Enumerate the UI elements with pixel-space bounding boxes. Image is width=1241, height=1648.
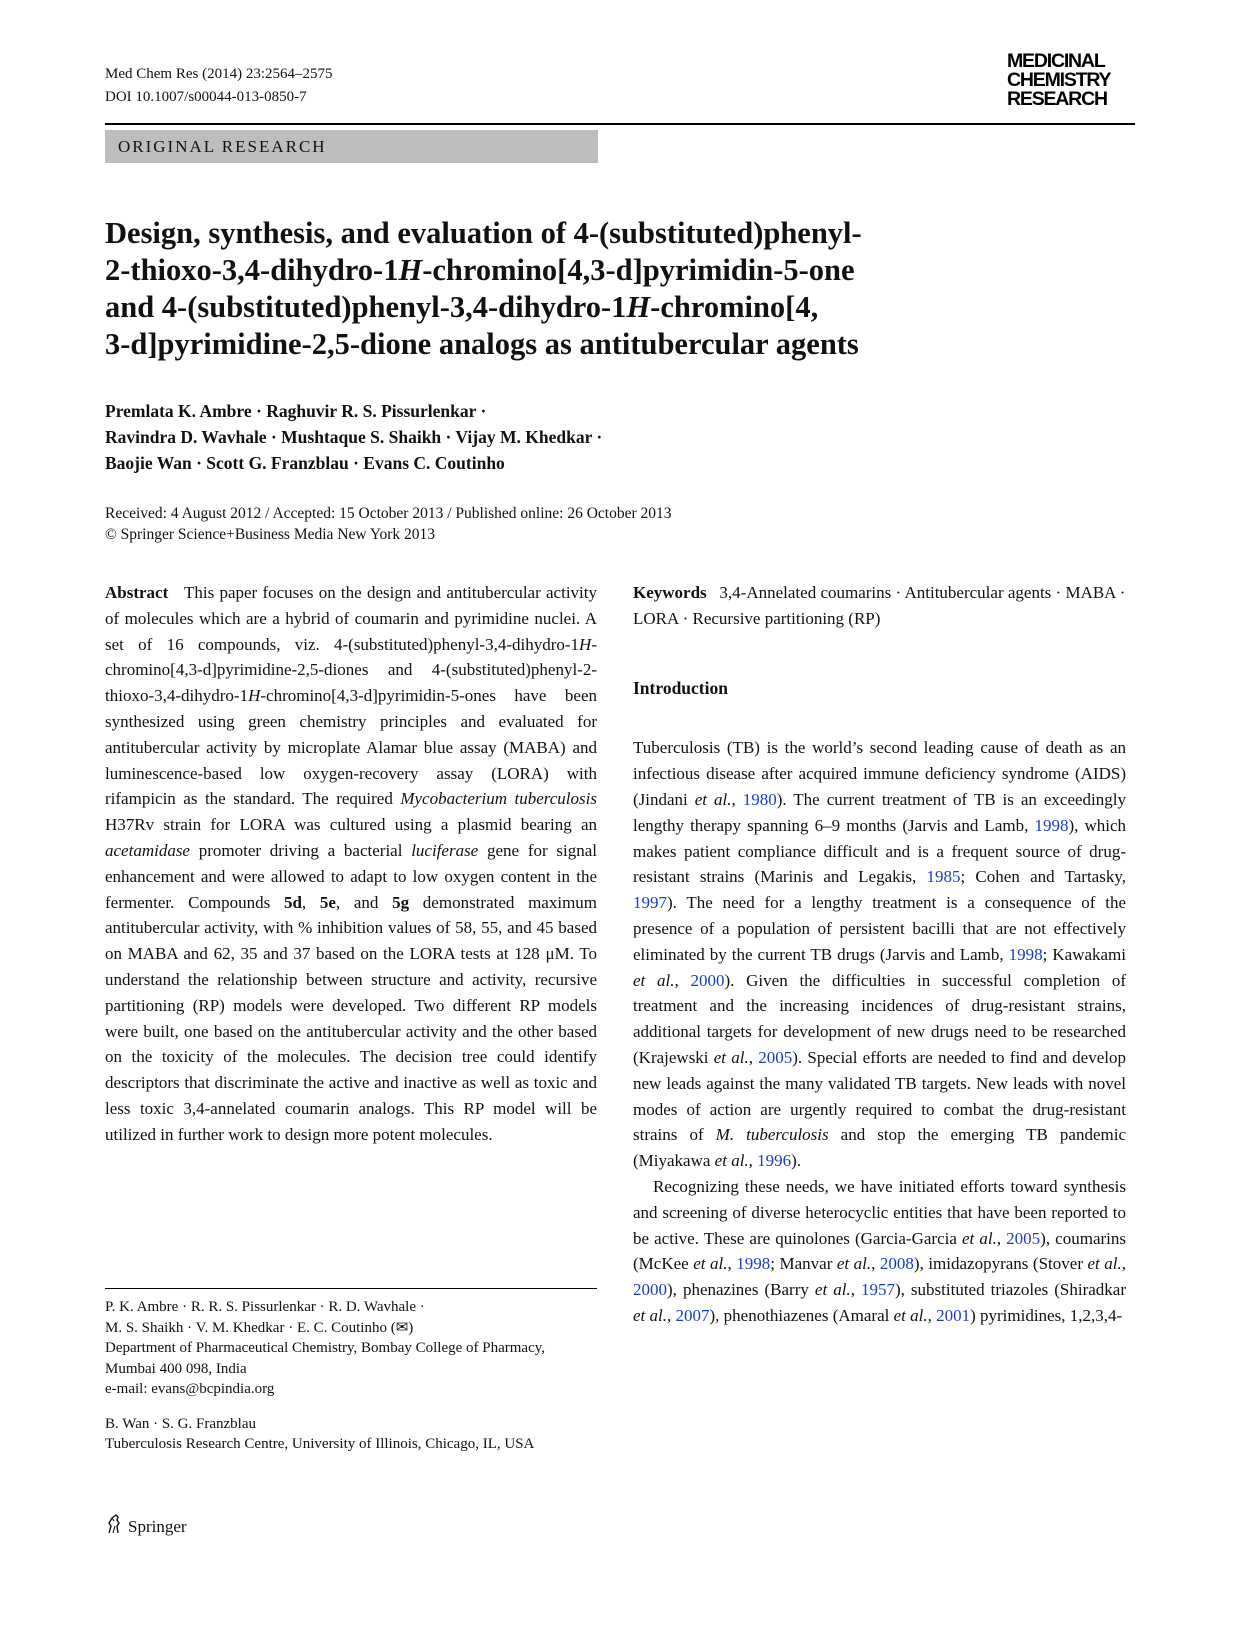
intro-text: ; Manvar [770, 1254, 837, 1274]
intro-text: , [674, 970, 691, 990]
intro-text: , [927, 1305, 937, 1325]
intro-text: and stop the emerging TB pandemic (Miyakawa [633, 1125, 1127, 1171]
intro-text: , [996, 1228, 1007, 1248]
intro-paragraph [633, 1174, 1126, 1329]
intro-text: ). The need for a lengthy treatment is a consequence of the presence of a population of persistent bacilli that are not effectively eliminated by the current TB drugs (Jarvis and Lamb, [633, 893, 1126, 964]
abstract-italic: luciferase [411, 840, 479, 860]
intro-text: ), substituted triazoles (Shiradkar [894, 1280, 1126, 1300]
citation-link[interactable]: 1997 [633, 893, 667, 913]
title-line: 3-d]pyrimidine-2,5-dione analogs as antitubercular agents [105, 327, 859, 361]
intro-italic: et al. [836, 1254, 872, 1274]
abstract-italic: Mycobacterium tuberculosis [400, 789, 597, 809]
compound-label: 5g [392, 892, 410, 912]
abstract-text: gene for signal enhancement and were allowed to adapt to low oxygen content in the fermenter. Compounds [105, 840, 597, 912]
intro-italic: et al. [714, 1151, 749, 1171]
publisher-name: Springer [128, 1517, 187, 1536]
keywords-text: 3,4-Annelated coumarins · Antitubercular agents · MABA · LORA · Recursive partitioning (RP) [633, 583, 1126, 628]
intro-italic: et al. [713, 1047, 749, 1067]
intro-text: , [748, 1047, 759, 1067]
citation-link[interactable]: 1998 [736, 1254, 771, 1274]
intro-text: , [727, 1254, 737, 1274]
intro-text: ). The current treatment of TB is an exceedingly lengthy therapy spanning 6–9 months (Jarvis and Lamb, [633, 789, 1126, 835]
email-link[interactable]: e-mail: evans@bcpindia.org [105, 1381, 275, 1397]
title-text: and 4-(substituted)phenyl-3,4-dihydro-1 [105, 290, 627, 324]
intro-paragraph [633, 735, 1126, 1174]
affiliation-authors: P. K. Ambre · R. R. S. Pissurlenkar · R. D. Wavhale · [105, 1299, 425, 1315]
intro-italic: et al. [633, 1305, 667, 1325]
citation-link[interactable]: 1996 [757, 1151, 792, 1171]
intro-italic: et al. [961, 1228, 997, 1248]
publisher-footer [105, 1514, 187, 1540]
citation-link[interactable]: 2001 [936, 1305, 971, 1325]
keywords [633, 580, 1126, 632]
citation-link[interactable]: 1980 [742, 789, 777, 809]
abstract-text: -chromino[4,3-d]pyrimidine-2,5-diones and 4-(substituted)phenyl-2-thioxo-3,4-dihydro-1 [105, 634, 597, 706]
header-divider [105, 123, 1135, 125]
copyright-notice: © Springer Science+Business Media New York 2013 [105, 526, 436, 543]
intro-text: , [871, 1254, 880, 1274]
citation-link[interactable]: 1998 [1008, 944, 1043, 964]
logo-line: MEDICINAL [1007, 50, 1105, 72]
intro-text: , [731, 789, 743, 809]
affiliation-text: Tuberculosis Research Centre, University of Illinois, Chicago, IL, USA [105, 1436, 535, 1452]
author-list [105, 398, 1135, 476]
title-italic: H [626, 290, 651, 324]
intro-italic: et al. [814, 1280, 851, 1300]
intro-text: ), phenazines (Barry [667, 1280, 815, 1300]
abstract-text: , and [335, 892, 393, 912]
intro-text: ), phenothiazenes (Amaral [709, 1305, 894, 1325]
title-line: Design, synthesis, and evaluation of 4-(substituted)phenyl- [105, 216, 862, 250]
intro-italic: et al. [693, 1254, 728, 1274]
section-label: ORIGINAL RESEARCH [105, 130, 598, 163]
title-text: 2-thioxo-3,4-dihydro-1 [105, 253, 399, 287]
abstract-italic: acetamidase [105, 840, 190, 860]
abstract-text: -chromino[4,3-d]pyrimidin-5-ones have been synthesized using green chemistry principles and evaluated for antitubercular activity by microplate Alamar blue assay (MABA) and luminescence-based low oxygen-recovery assay (LORA) with rifampicin as the standard. The required [105, 686, 597, 809]
intro-text: ), which makes patient compliance difficult and is a frequent source of drug-resistant strains (Marinis and Legakis, [633, 815, 1126, 887]
intro-text: ), coumarins (McKee [633, 1228, 1126, 1274]
citation-link[interactable]: 2000 [633, 1280, 667, 1300]
author-affiliations [105, 1297, 597, 1455]
author-line: Baojie Wan · Scott G. Franzblau · Evans C. Coutinho [105, 453, 505, 473]
abstract-column [105, 580, 597, 1148]
citation-link[interactable]: 2008 [879, 1254, 914, 1274]
citation-link[interactable]: 1957 [860, 1280, 895, 1300]
keywords-heading: Keywords [633, 583, 707, 602]
intro-text: ). [791, 1151, 802, 1171]
intro-italic: M. tuberculosis [715, 1125, 829, 1145]
abstract-text: H37Rv strain for LORA was cultured using a plasmid bearing an [105, 815, 597, 835]
intro-text: ; Kawakami [1042, 944, 1127, 964]
abstract-text: demonstrated maximum antitubercular activity, with % inhibition values of 58, 55, and 45 based on MABA and 62, 35 and 37 based on the LORA tests at 128 μM. To understand the relationship between structure and activity, recursive partitioning (RP) models were developed. Two different RP models were built, one based on the antitubercular activity and the other based on the toxicity of the molecules. The decision tree could identify descriptors that discriminate the active and inactive as well as toxic and less toxic 3,4-annelated coumarin analogs. This RP model will be utilized in further work to design more potent molecules. [105, 892, 598, 1144]
intro-italic: et al. [893, 1305, 928, 1325]
logo-line: CHEMISTRY [1007, 69, 1111, 91]
intro-text: ; Cohen and Tartasky, [960, 867, 1126, 887]
affiliation-authors: B. Wan · S. G. Franzblau [105, 1415, 256, 1432]
abstract-heading: Abstract [105, 583, 169, 602]
intro-text: Recognizing these needs, we have initiated efforts toward synthesis and screening of diverse heterocyclic entities that have been reported to be active. These are quinolones (Garcia-Garcia [633, 1176, 1126, 1248]
abstract-italic: H [579, 634, 592, 654]
intro-text: ). Special efforts are needed to find and develop new leads against the many validated TB targets. New leads with novel modes of action are urgently required to combat the drug-resistant strains of [633, 1047, 1127, 1145]
intro-italic: et al. [1087, 1254, 1122, 1274]
citation-link[interactable]: 2007 [675, 1305, 710, 1325]
author-line: Ravindra D. Wavhale · Mushtaque S. Shaikh · Vijay M. Khedkar · [105, 427, 603, 447]
right-column [633, 580, 1126, 1329]
title-text: -chromino[4,3-d]pyrimidin-5-one [422, 253, 855, 287]
abstract-text: promoter driving a bacterial [189, 840, 412, 860]
affiliation-text: Department of Pharmaceutical Chemistry, Bombay College of Pharmacy, Mumbai 400 098, India [105, 1340, 546, 1377]
citation-link[interactable]: 2005 [758, 1047, 793, 1067]
logo-line: RESEARCH [1007, 88, 1107, 110]
footnote-divider [105, 1288, 597, 1289]
intro-text: , [667, 1305, 676, 1325]
affiliation-authors: M. S. Shaikh · V. M. Khedkar · E. C. Coutinho (✉) [105, 1319, 414, 1336]
intro-text: , [748, 1151, 758, 1171]
intro-italic: et al. [694, 789, 732, 809]
doi[interactable]: DOI 10.1007/s00044-013-0850-7 [105, 89, 307, 105]
citation-link[interactable]: 2005 [1006, 1228, 1041, 1248]
intro-text: ). Given the difficulties in successful completion of treatment and the increasing incidences of drug-resistant strains, additional targets for development of new drugs need to be researched (Krajewski [633, 970, 1126, 1067]
citation-link[interactable]: 1985 [926, 867, 961, 887]
title-text: -chromino[4, [650, 290, 819, 324]
author-line: Premlata K. Ambre · Raghuvir R. S. Pissurlenkar · [105, 401, 487, 421]
history-dates: Received: 4 August 2012 / Accepted: 15 October 2013 / Published online: 26 October 2013 [105, 505, 672, 522]
compound-label: 5e [319, 892, 336, 912]
compound-label: 5d [283, 892, 302, 912]
citation-link[interactable]: 2000 [690, 970, 725, 990]
abstract-text: This paper focuses on the design and antitubercular activity of molecules which are a hybrid of coumarin and pyrimidine nuclei. A set of 16 compounds, viz. 4-(substituted)phenyl-3,4-dihydro-1 [105, 583, 597, 654]
abstract-italic: H [248, 686, 261, 706]
publication-dates [105, 503, 1135, 545]
intro-text: Tuberculosis (TB) is the world’s second leading cause of death as an infectious disease after acquired immune deficiency syndrome (AIDS) (Jindani [633, 738, 1126, 809]
intro-text: , [1121, 1254, 1127, 1274]
journal-logo [1007, 52, 1135, 109]
citation-link[interactable]: 1998 [1034, 815, 1069, 835]
introduction-heading: Introduction [633, 677, 728, 698]
article-title [105, 215, 1135, 363]
title-italic: H [398, 253, 423, 287]
intro-text: ), imidazopyrans (Stover [913, 1254, 1088, 1274]
intro-text: , [850, 1280, 861, 1300]
abstract-text: , [301, 892, 320, 912]
springer-horse-icon [105, 1514, 123, 1540]
journal-citation: Med Chem Res (2014) 23:2564–2575 [105, 66, 333, 82]
intro-italic: et al. [633, 970, 675, 990]
abstract [105, 580, 597, 1148]
intro-text: ) pyrimidines, 1,2,3,4- [970, 1305, 1123, 1325]
